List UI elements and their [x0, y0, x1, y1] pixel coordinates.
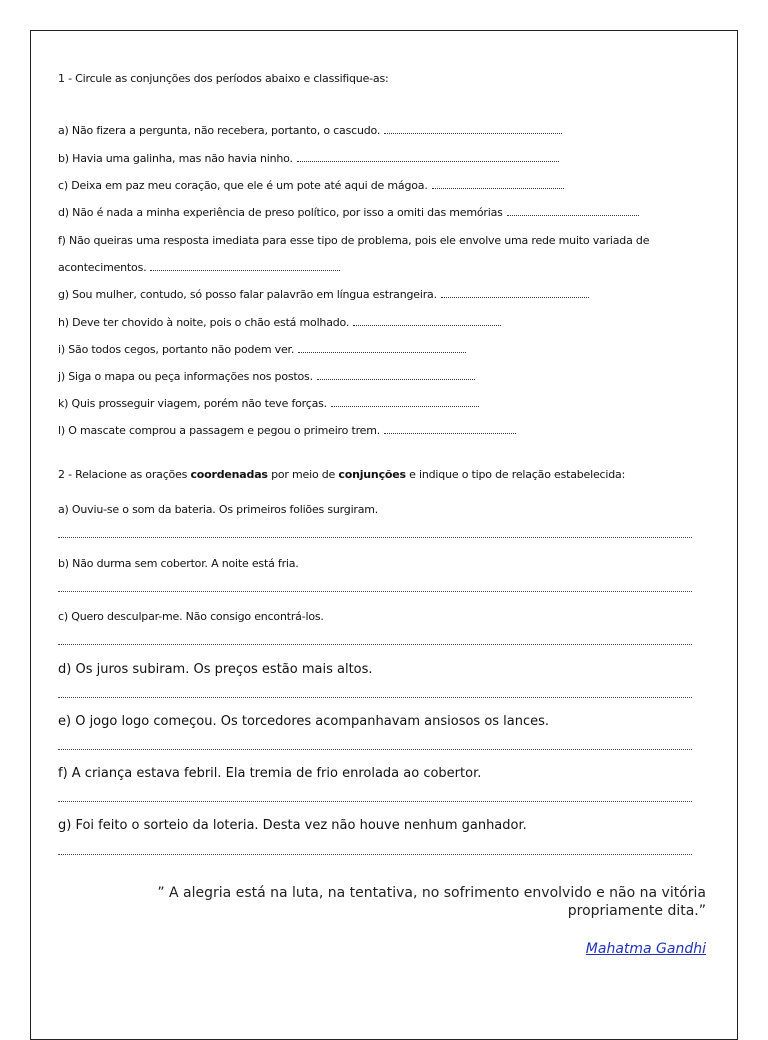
list-item: c) Deixa em paz meu coração, que ele é um pote até aqui de mágoa. — [58, 179, 564, 192]
exercise-item: d) Os juros subiram. Os preços estão mais altos. — [58, 662, 373, 677]
quote-text: ” A alegria está na luta, na tentativa, no sofrimento envolvido e não na vitória propriamente dita.” — [157, 885, 706, 919]
exercise-item: b) Não durma sem cobertor. A noite está fria. — [58, 557, 299, 570]
list-item: b) Havia uma galinha, mas não havia ninho. — [58, 152, 559, 165]
exercise-item: f) A criança estava febril. Ela tremia de frio enrolada ao cobertor. — [58, 766, 482, 781]
answer-line[interactable] — [58, 749, 692, 750]
list-item: g) Sou mulher, contudo, só posso falar palavrão em língua estrangeira. — [58, 288, 589, 301]
answer-line[interactable] — [58, 697, 692, 698]
list-item: l) O mascate comprou a passagem e pegou o primeiro trem. — [58, 424, 516, 437]
exercise-item: c) Quero desculpar-me. Não consigo encontrá-los. — [58, 610, 324, 623]
list-item: a) Não fizera a pergunta, não recebera, portanto, o cascudo. — [58, 124, 562, 137]
answer-line[interactable] — [58, 854, 692, 855]
list-item: acontecimentos. — [58, 261, 340, 274]
quote-author-link[interactable]: Mahatma Gandhi — [585, 941, 706, 957]
list-item: i) São todos cegos, portanto não podem ver. — [58, 343, 466, 356]
answer-line[interactable] — [58, 537, 692, 538]
answer-line[interactable] — [58, 801, 692, 802]
list-item: h) Deve ter chovido à noite, pois o chão está molhado. — [58, 316, 501, 329]
answer-line[interactable] — [58, 591, 692, 592]
list-item: k) Quis prosseguir viagem, porém não teve forças. — [58, 397, 479, 410]
section1-title: 1 - Circule as conjunções dos períodos abaixo e classifique-as: — [58, 72, 389, 85]
list-item: j) Siga o mapa ou peça informações nos postos. — [58, 370, 475, 383]
list-item: f) Não queiras uma resposta imediata para esse tipo de problema, pois ele envolve uma rede muito variada de — [58, 234, 650, 247]
exercise-item: a) Ouviu-se o som da bateria. Os primeiros foliões surgiram. — [58, 503, 379, 516]
exercise-item: g) Foi feito o sorteio da loteria. Desta vez não houve nenhum ganhador. — [58, 818, 527, 833]
section2-title: 2 - Relacione as orações coordenadas por meio de conjunções e indique o tipo de relação estabelecida: — [58, 468, 626, 481]
list-item: d) Não é nada a minha experiência de preso político, por isso a omiti das memórias — [58, 206, 639, 219]
exercise-item: e) O jogo logo começou. Os torcedores acompanhavam ansiosos os lances. — [58, 714, 550, 729]
answer-line[interactable] — [58, 644, 692, 645]
